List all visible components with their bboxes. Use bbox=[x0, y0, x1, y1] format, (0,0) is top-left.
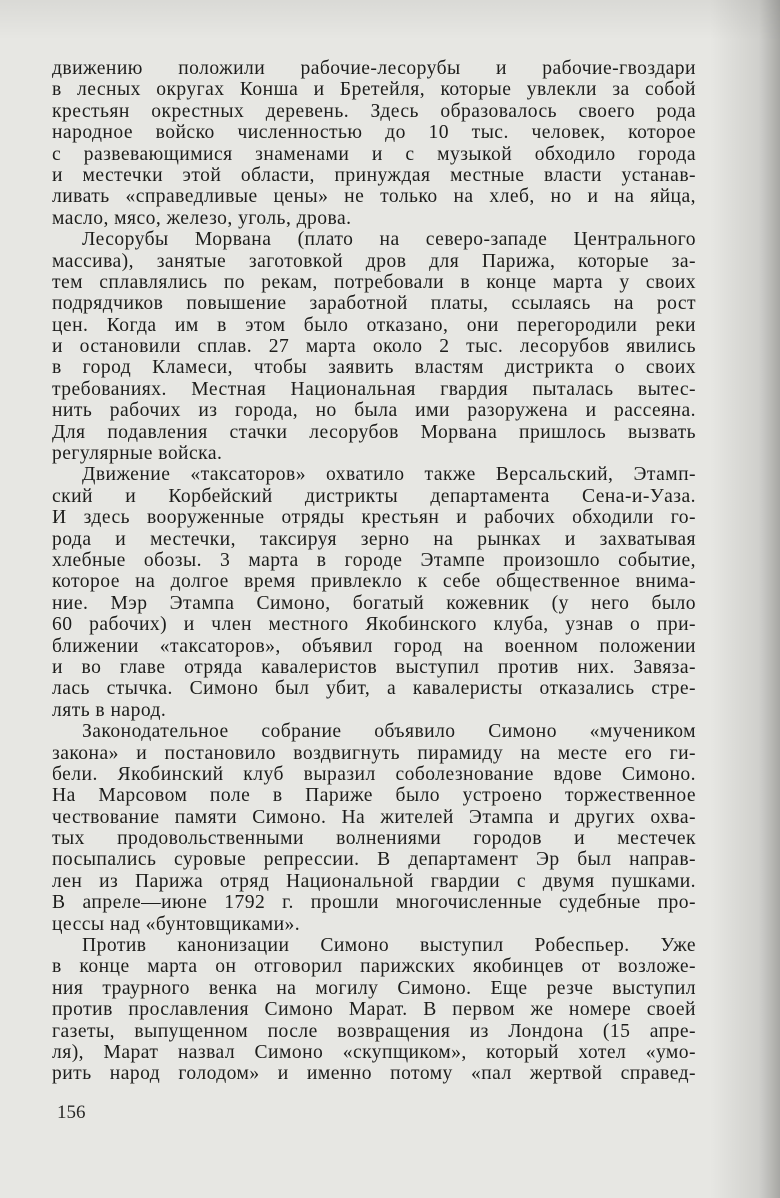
text-line: масло, мясо, железо, уголь, дрова. bbox=[52, 207, 352, 229]
text-line: требованиях. Местная Национальная гвардия пыталась вытес- bbox=[52, 378, 696, 400]
body-text bbox=[52, 58, 696, 1085]
text-line: И здесь вооруженные отряды крестьян и рабочих обходили го- bbox=[52, 507, 696, 529]
text-line: газеты, выпущенном после возвращения из Лондона (15 апре- bbox=[52, 1020, 696, 1042]
text-line: Законодательное собрание объявило Симоно «мучеником bbox=[82, 721, 696, 743]
text-line: лять в народ. bbox=[52, 699, 167, 721]
text-line: массива), занятые заготовкой дров для Парижа, которые за- bbox=[52, 250, 696, 272]
text-line: и остановили сплав. 27 марта около 2 тыс. лесорубов явились bbox=[52, 336, 696, 358]
text-line: подрядчиков повышение заработной платы, ссылаясь на рост bbox=[52, 293, 696, 315]
text-line: Лесорубы Морвана (плато на северо-западе Центрального bbox=[82, 229, 696, 251]
text-line: ние. Мэр Этампа Симоно, богатый кожевник (у него было bbox=[52, 592, 696, 614]
text-line: которое на долгое время привлекло к себе общественное внима- bbox=[52, 571, 696, 593]
text-line: тых продовольственными волнениями городов и местечек bbox=[52, 828, 696, 850]
text-line: посыпались суровые репрессии. В департамент Эр был направ- bbox=[52, 849, 696, 871]
text-line: бели. Якобинский клуб выразил соболезнование вдове Симоно. bbox=[52, 763, 696, 785]
text-line: ливать «справедливые цены» не только на хлеб, но и на яйца, bbox=[52, 186, 696, 208]
text-line: народное войско численностью до 10 тыс. человек, которое bbox=[52, 122, 696, 144]
text-line: в город Кламеси, чтобы заявить властям дистрикта о своих bbox=[52, 357, 696, 379]
text-line: лась стычка. Симоно был убит, а кавалеристы отказались стре- bbox=[52, 678, 696, 700]
page-number: 156 bbox=[57, 1102, 86, 1123]
text-line: и местечки этой области, принуждая местные власти устанав- bbox=[52, 164, 696, 186]
text-line: ния траурного венка на могилу Симоно. Еще резче выступил bbox=[52, 977, 696, 999]
text-line: и во главе отряда кавалеристов выступил против них. Завяза- bbox=[52, 656, 696, 678]
text-line: тем сплавлялись по рекам, потребовали в конце марта у своих bbox=[52, 271, 696, 293]
text-line: против прославления Симоно Марат. В первом же номере своей bbox=[52, 999, 696, 1021]
text-line: движению положили рабочие-лесорубы и рабочие-гвоздари bbox=[52, 58, 696, 79]
text-line: в конце марта он отговорил парижских якобинцев от возложе- bbox=[52, 956, 696, 978]
text-line: Движение «таксаторов» охватило также Версальский, Этамп- bbox=[82, 464, 696, 486]
text-line: в лесных округах Конша и Бретейля, которые увлекли за собой bbox=[52, 79, 696, 101]
text-line: рить народ голодом» и именно потому «пал жертвой справед- bbox=[52, 1063, 696, 1085]
text-line: цессы над «бунтовщиками». bbox=[52, 913, 301, 935]
text-line: закона» и постановило воздвигнуть пирамиду на месте его ги- bbox=[52, 742, 696, 764]
text-line: На Марсовом поле в Париже было устроено торжественное bbox=[52, 785, 696, 807]
text-line: крестьян окрестных деревень. Здесь образовалось своего рода bbox=[52, 100, 696, 122]
text-line: лен из Парижа отряд Национальной гвардии с двумя пушками. bbox=[52, 870, 696, 892]
text-line: цен. Когда им в этом было отказано, они перегородили реки bbox=[52, 314, 696, 336]
text-line: Против канонизации Симоно выступил Робеспьер. Уже bbox=[82, 935, 696, 957]
text-line: рода и местечки, таксируя зерно на рынках и захватывая bbox=[52, 528, 696, 550]
text-line: чествование памяти Симоно. На жителей Этампа и других охва- bbox=[52, 806, 696, 828]
text-line: с развевающимися знаменами и с музыкой обходило города bbox=[52, 143, 696, 165]
text-line: хлебные обозы. 3 марта в городе Этампе произошло событие, bbox=[52, 549, 696, 571]
text-line: нить рабочих из города, но была ими разоружена и рассеяна. bbox=[52, 400, 696, 422]
page-gutter-shadow bbox=[710, 0, 780, 1198]
page-top-shadow bbox=[0, 0, 780, 40]
text-line: регулярные войска. bbox=[52, 443, 223, 465]
text-line: Для подавления стачки лесорубов Морвана пришлось вызвать bbox=[52, 421, 696, 443]
text-line: В апреле—июне 1792 г. прошли многочисленные судебные про- bbox=[52, 892, 696, 914]
text-line: ближении «таксаторов», объявил город на военном положении bbox=[52, 635, 696, 657]
text-line: 60 рабочих) и член местного Якобинского клуба, узнав о при- bbox=[52, 614, 696, 636]
text-line: ля), Марат назвал Симоно «скупщиком», который хотел «умо- bbox=[52, 1041, 696, 1063]
text-line: ский и Корбейский дистрикты департамента Сена-и-Уаза. bbox=[52, 485, 696, 507]
